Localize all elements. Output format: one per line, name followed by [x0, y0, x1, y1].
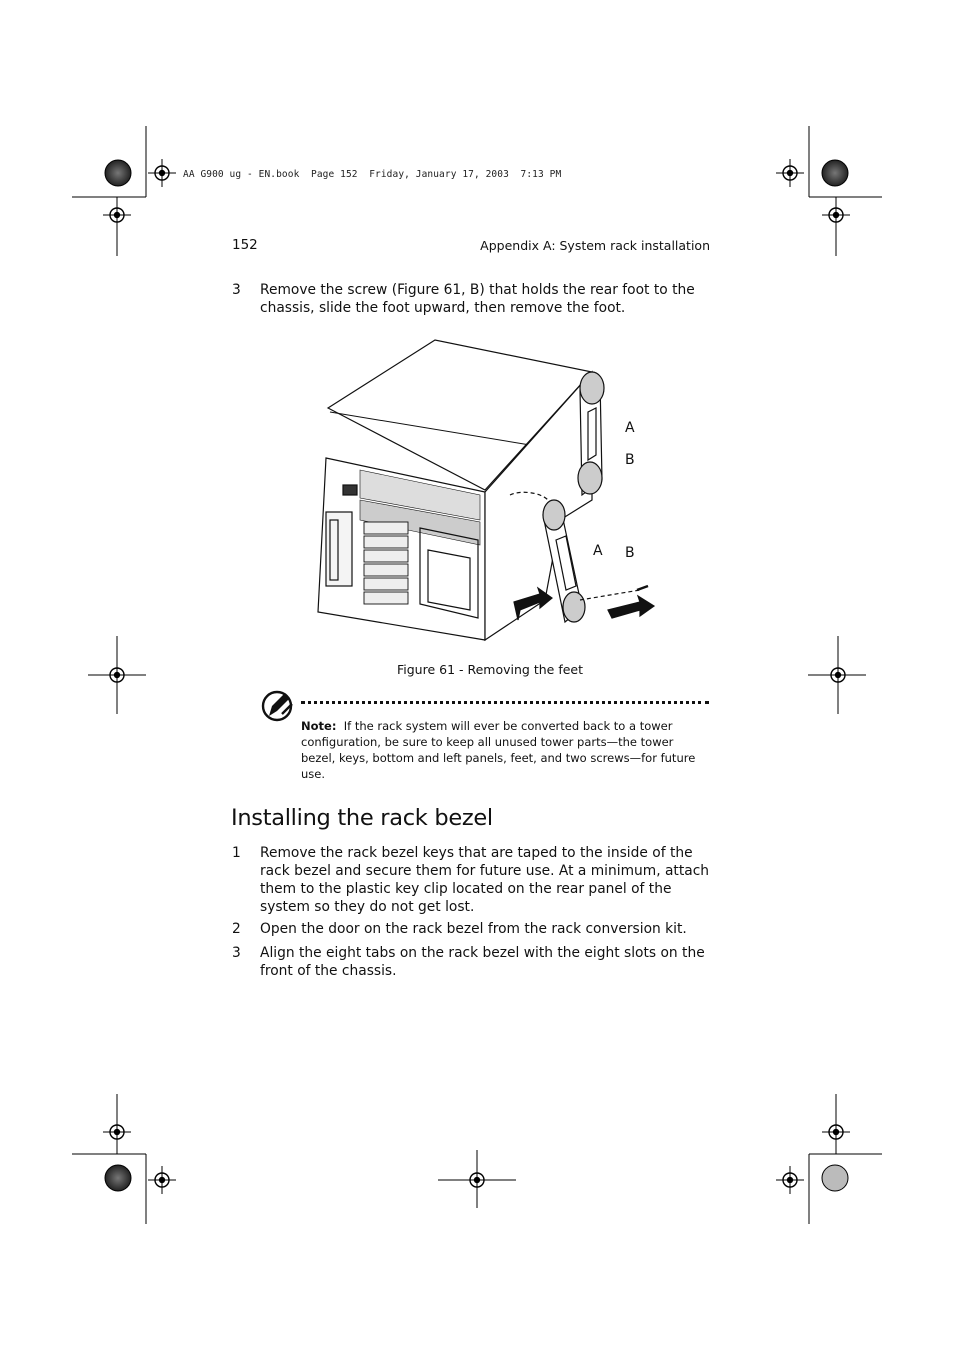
print-slug: AA G900 ug - EN.book Page 152 Friday, January 17, 2003 7:13 PM: [183, 169, 562, 180]
step-number: 2: [232, 921, 241, 937]
running-head: Appendix A: System rack installation: [480, 238, 710, 253]
step-item: [232, 920, 712, 938]
figure-callout: A: [625, 420, 635, 436]
figure-callout: B: [625, 545, 635, 561]
figure-callout: A: [593, 543, 603, 559]
figure-callout: B: [625, 452, 635, 468]
note-body: If the rack system will ever be converted back to a tower configuration, be sure to keep all unused tower parts—the tower bezel, keys, bottom and left panels, feet, and two screws—for future use.: [301, 719, 696, 781]
figure-caption: Figure 61 - Removing the feet: [396, 662, 583, 677]
step-item: [232, 844, 712, 916]
note-rule: [301, 701, 709, 704]
step-item: [232, 944, 712, 980]
note-text: [301, 718, 711, 782]
step-text: Align the eight tabs on the rack bezel with the eight slots on the front of the chassis.: [260, 945, 705, 979]
step-number: 3: [232, 945, 241, 961]
step-number: 1: [232, 845, 241, 861]
step-text: Remove the rack bezel keys that are taped to the inside of the rack bezel and secure them for future use. At a minimum, attach them to the plastic key clip located on the rear panel of the system so they do not get lost.: [260, 845, 710, 915]
page-number: 152: [232, 237, 258, 253]
section-heading: Installing the rack bezel: [231, 805, 493, 831]
note-label: Note:: [301, 719, 337, 733]
step-text: Open the door on the rack bezel from the rack conversion kit.: [260, 921, 687, 937]
step-number: 3: [232, 282, 241, 298]
step-text: Remove the screw (Figure 61, B) that holds the rear foot to the chassis, slide the foot upward, then remove the foot.: [260, 282, 695, 316]
